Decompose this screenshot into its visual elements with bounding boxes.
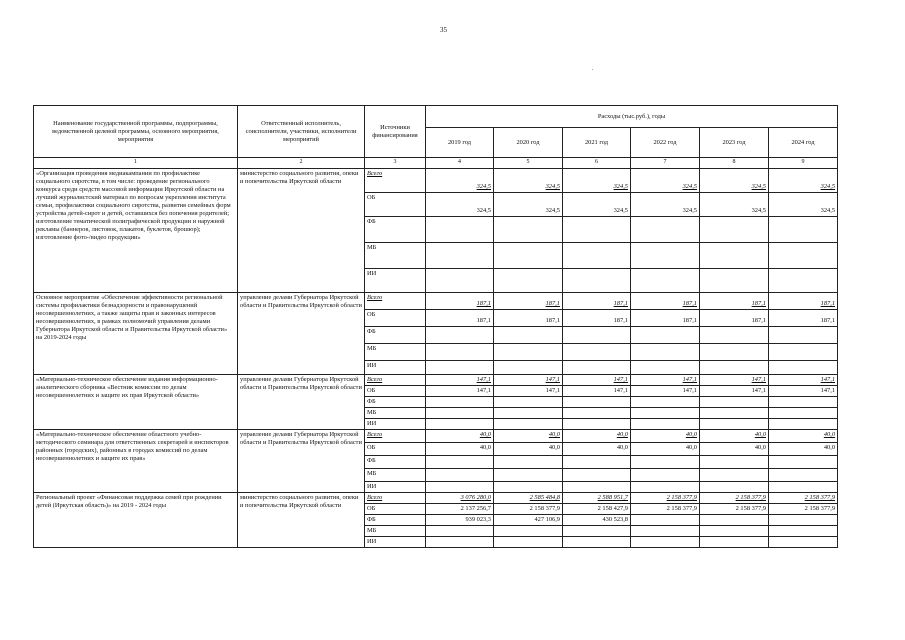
expense-value: 324,5 (769, 168, 838, 192)
header-expenses: Расходы (тыс.руб.), годы (426, 106, 838, 128)
expense-value: 147,1 (563, 385, 631, 396)
measure-executor: министерство социального развития, опеки и попечительства Иркутской области (238, 168, 365, 292)
expense-value: 324,5 (563, 192, 631, 216)
table-row (34, 168, 838, 192)
expense-value: 147,1 (700, 374, 769, 385)
expense-value: 324,5 (769, 192, 838, 216)
expense-value: 40,0 (631, 442, 700, 455)
expense-value: 147,1 (426, 374, 494, 385)
expense-value (631, 468, 700, 481)
expense-value: 40,0 (769, 442, 838, 455)
header-year: 2022 год (631, 128, 700, 158)
expense-value (700, 418, 769, 429)
expense-value (563, 536, 631, 547)
measure-name: «Материально-техническое обеспечение издания информационно-аналитического сборника «Вестник комиссии по делам несовершеннолетних и защите их прав Иркутской области» (34, 374, 238, 429)
page-mark: . (592, 66, 594, 72)
expense-value (700, 514, 769, 525)
expense-value (494, 455, 563, 468)
expense-value (426, 418, 494, 429)
expense-value (426, 343, 494, 360)
expense-value (631, 268, 700, 292)
expense-value: 187,1 (426, 309, 494, 326)
expense-value: 324,5 (426, 192, 494, 216)
expense-value: 2 158 377,9 (769, 492, 838, 503)
expense-value (700, 343, 769, 360)
expense-value: 427 106,9 (494, 514, 563, 525)
expense-value (494, 360, 563, 374)
expense-value: 324,5 (494, 192, 563, 216)
expense-value (700, 525, 769, 536)
funding-source: МБ (365, 468, 426, 481)
expense-value (769, 242, 838, 268)
expense-value (494, 268, 563, 292)
expense-value (563, 396, 631, 407)
header-program-name: Наименование государственной программы, подпрограммы, ведомственной целевой программы, основного мероприятия, мероприятия (34, 106, 238, 158)
expense-value (631, 396, 700, 407)
expense-value (769, 455, 838, 468)
column-index-row (34, 158, 838, 169)
expense-value: 324,5 (563, 168, 631, 192)
expense-value: 2 158 377,9 (494, 503, 563, 514)
funding-source: МБ (365, 407, 426, 418)
expense-value: 324,5 (631, 168, 700, 192)
header-year: 2019 год (426, 128, 494, 158)
expense-value (631, 343, 700, 360)
expense-value (426, 360, 494, 374)
expense-value: 40,0 (494, 442, 563, 455)
expense-value (700, 216, 769, 242)
expense-value: 40,0 (426, 429, 494, 442)
expense-value: 324,5 (426, 168, 494, 192)
expense-value: 187,1 (494, 309, 563, 326)
funding-source: ФБ (365, 396, 426, 407)
expense-value (494, 326, 563, 343)
expense-value: 40,0 (563, 429, 631, 442)
expense-value (563, 268, 631, 292)
expense-value (563, 216, 631, 242)
expense-value (631, 326, 700, 343)
expense-value: 187,1 (700, 309, 769, 326)
expense-value (631, 525, 700, 536)
expense-value: 430 523,8 (563, 514, 631, 525)
funding-source: МБ (365, 242, 426, 268)
expense-value (631, 481, 700, 492)
expense-value (494, 536, 563, 547)
column-index: 7 (631, 158, 700, 169)
funding-source: ОБ (365, 442, 426, 455)
expense-value: 147,1 (563, 374, 631, 385)
expense-value: 40,0 (426, 442, 494, 455)
expense-value (494, 407, 563, 418)
measure-name: Основное мероприятие «Обеспечение эффективности региональной системы профилактики безнадзорности и правонарушений несовершеннолетних, а также защиты прав и законных интересов несовершеннолетних, в рамках полномочий управления делами Губернатора Иркутской области и Правительства Иркутской области» на 2019-2024 годы (34, 292, 238, 374)
expense-value (631, 536, 700, 547)
header-year: 2023 год (700, 128, 769, 158)
funding-source: Всего (365, 492, 426, 503)
expense-value (700, 396, 769, 407)
expense-value: 40,0 (563, 442, 631, 455)
expenses-table (33, 105, 838, 548)
measure-name: «Организация проведения медиакампании по профилактике социального сиротства, в том числе: проведение регионального конкурса среди средств массовой информации Иркутской области на лучший журналистский материал по вопросам укрепления института семьи, профилактики социального сиротства, развития семейных форм устройства детей-сирот и детей, оставшихся без попечения родителей; изготовление тематической полиграфической продукции и наружной рекламы (баннеров, листовок, плакатов, буклетов, брошюр); изготовление фото-/видео продукции» (34, 168, 238, 292)
expense-value (700, 481, 769, 492)
expense-value (700, 455, 769, 468)
funding-source: ИИ (365, 360, 426, 374)
expense-value (769, 468, 838, 481)
column-index: 8 (700, 158, 769, 169)
expense-value (769, 514, 838, 525)
expense-value: 147,1 (631, 374, 700, 385)
expense-value (426, 455, 494, 468)
expense-value (426, 525, 494, 536)
expense-value (769, 481, 838, 492)
header-year: 2024 год (769, 128, 838, 158)
expense-value (494, 525, 563, 536)
funding-source: Всего (365, 292, 426, 309)
expense-value (631, 360, 700, 374)
expense-value (494, 468, 563, 481)
column-index: 3 (365, 158, 426, 169)
funding-source: ОБ (365, 503, 426, 514)
measure-executor: министерство социального развития, опеки и попечительства Иркутской области (238, 492, 365, 547)
funding-source: ИИ (365, 418, 426, 429)
funding-source: ФБ (365, 216, 426, 242)
expense-value: 2 158 377,9 (631, 503, 700, 514)
expense-value (631, 418, 700, 429)
expense-value (494, 396, 563, 407)
header-year: 2021 год (563, 128, 631, 158)
expense-value: 2 158 377,9 (631, 492, 700, 503)
expense-value (631, 242, 700, 268)
expense-value (494, 242, 563, 268)
measure-executor: управление делами Губернатора Иркутской области и Правительства Иркутской области (238, 429, 365, 492)
expense-value: 187,1 (631, 309, 700, 326)
expense-value: 324,5 (631, 192, 700, 216)
funding-source: Всего (365, 429, 426, 442)
header-funding-source: Источники финансирования (365, 106, 426, 158)
expense-value (426, 242, 494, 268)
expense-value (426, 216, 494, 242)
expense-value (769, 418, 838, 429)
expense-value (769, 525, 838, 536)
expense-value: 147,1 (631, 385, 700, 396)
expense-value: 2 158 427,9 (563, 503, 631, 514)
expense-value: 187,1 (769, 309, 838, 326)
expense-value (426, 268, 494, 292)
expense-value (426, 326, 494, 343)
expense-value: 187,1 (769, 292, 838, 309)
expense-value: 147,1 (494, 385, 563, 396)
expense-value (426, 396, 494, 407)
expense-value (426, 536, 494, 547)
expense-value: 2 588 951,7 (563, 492, 631, 503)
column-index: 4 (426, 158, 494, 169)
funding-source: МБ (365, 343, 426, 360)
expense-value (426, 481, 494, 492)
expense-value (426, 407, 494, 418)
expense-value (700, 360, 769, 374)
expense-value: 2 137 256,7 (426, 503, 494, 514)
expense-value: 40,0 (769, 429, 838, 442)
expense-value (631, 407, 700, 418)
funding-source: ИИ (365, 481, 426, 492)
expense-value: 147,1 (426, 385, 494, 396)
expense-value: 147,1 (700, 385, 769, 396)
expense-value (563, 343, 631, 360)
funding-source: ОБ (365, 385, 426, 396)
expense-value: 2 158 377,9 (700, 492, 769, 503)
expense-value: 187,1 (700, 292, 769, 309)
expense-value (563, 242, 631, 268)
column-index: 5 (494, 158, 563, 169)
expense-value: 187,1 (494, 292, 563, 309)
column-index: 9 (769, 158, 838, 169)
expense-value: 2 158 377,9 (769, 503, 838, 514)
funding-source: Всего (365, 374, 426, 385)
expense-value (769, 536, 838, 547)
expense-value: 187,1 (426, 292, 494, 309)
expense-value (563, 455, 631, 468)
measure-name: Региональный проект «Финансовая поддержка семей при рождении детей (Иркутская область)» на 2019 - 2024 годы (34, 492, 238, 547)
table-row (34, 374, 838, 385)
column-index: 2 (238, 158, 365, 169)
expense-value (563, 468, 631, 481)
column-index: 6 (563, 158, 631, 169)
expense-value (563, 326, 631, 343)
expense-value (494, 418, 563, 429)
expense-value: 187,1 (631, 292, 700, 309)
expense-value: 40,0 (700, 429, 769, 442)
expense-value (563, 418, 631, 429)
table-row (34, 429, 838, 442)
funding-source: ФБ (365, 514, 426, 525)
measure-name: «Материально-техническое обеспечение областного учебно-методического семинара для ответственных секретарей и инспекторов районных (городских), районных в городах комиссий по делам несовершеннолетних и защите их прав» (34, 429, 238, 492)
expense-value (563, 525, 631, 536)
expense-value (769, 360, 838, 374)
expense-value (769, 326, 838, 343)
expense-value (769, 216, 838, 242)
expense-value: 324,5 (700, 192, 769, 216)
expense-value (563, 481, 631, 492)
expense-value (769, 407, 838, 418)
expense-value: 147,1 (494, 374, 563, 385)
expense-value (769, 396, 838, 407)
expense-value: 40,0 (631, 429, 700, 442)
expense-value (494, 216, 563, 242)
header-year: 2020 год (494, 128, 563, 158)
expense-value (700, 242, 769, 268)
header-executor: Ответственный исполнитель, соисполнители, участники, исполнители мероприятий (238, 106, 365, 158)
expense-value (700, 268, 769, 292)
funding-source: ОБ (365, 192, 426, 216)
expense-value (426, 468, 494, 481)
expense-value: 40,0 (494, 429, 563, 442)
funding-source: ИИ (365, 536, 426, 547)
expense-value (700, 326, 769, 343)
funding-source: МБ (365, 525, 426, 536)
expense-value (700, 468, 769, 481)
measure-executor: управление делами Губернатора Иркутской области и Правительства Иркутской области (238, 292, 365, 374)
expense-value (700, 407, 769, 418)
expense-value: 40,0 (700, 442, 769, 455)
expense-value (769, 268, 838, 292)
expense-value (494, 343, 563, 360)
expense-value (494, 481, 563, 492)
table-body (34, 168, 838, 547)
expense-value: 324,5 (494, 168, 563, 192)
table-row (34, 292, 838, 309)
expense-value: 2 585 484,8 (494, 492, 563, 503)
expense-value: 187,1 (563, 309, 631, 326)
expense-value: 147,1 (769, 385, 838, 396)
expense-value: 147,1 (769, 374, 838, 385)
expense-value: 3 076 280,0 (426, 492, 494, 503)
expense-value (700, 536, 769, 547)
funding-source: ОБ (365, 309, 426, 326)
table-row (34, 492, 838, 503)
expense-value (631, 216, 700, 242)
expense-value (631, 514, 700, 525)
expense-value (769, 343, 838, 360)
funding-source: ФБ (365, 455, 426, 468)
expense-value: 2 158 377,9 (700, 503, 769, 514)
expense-value: 939 023,3 (426, 514, 494, 525)
funding-source: ФБ (365, 326, 426, 343)
page-number: 35 (440, 26, 447, 34)
funding-source: Всего (365, 168, 426, 192)
expense-value: 324,5 (700, 168, 769, 192)
expense-value (563, 407, 631, 418)
column-index: 1 (34, 158, 238, 169)
funding-source: ИИ (365, 268, 426, 292)
expense-value: 187,1 (563, 292, 631, 309)
expense-value (563, 360, 631, 374)
measure-executor: управление делами Губернатора Иркутской области и Правительства Иркутской области (238, 374, 365, 429)
expense-value (631, 455, 700, 468)
